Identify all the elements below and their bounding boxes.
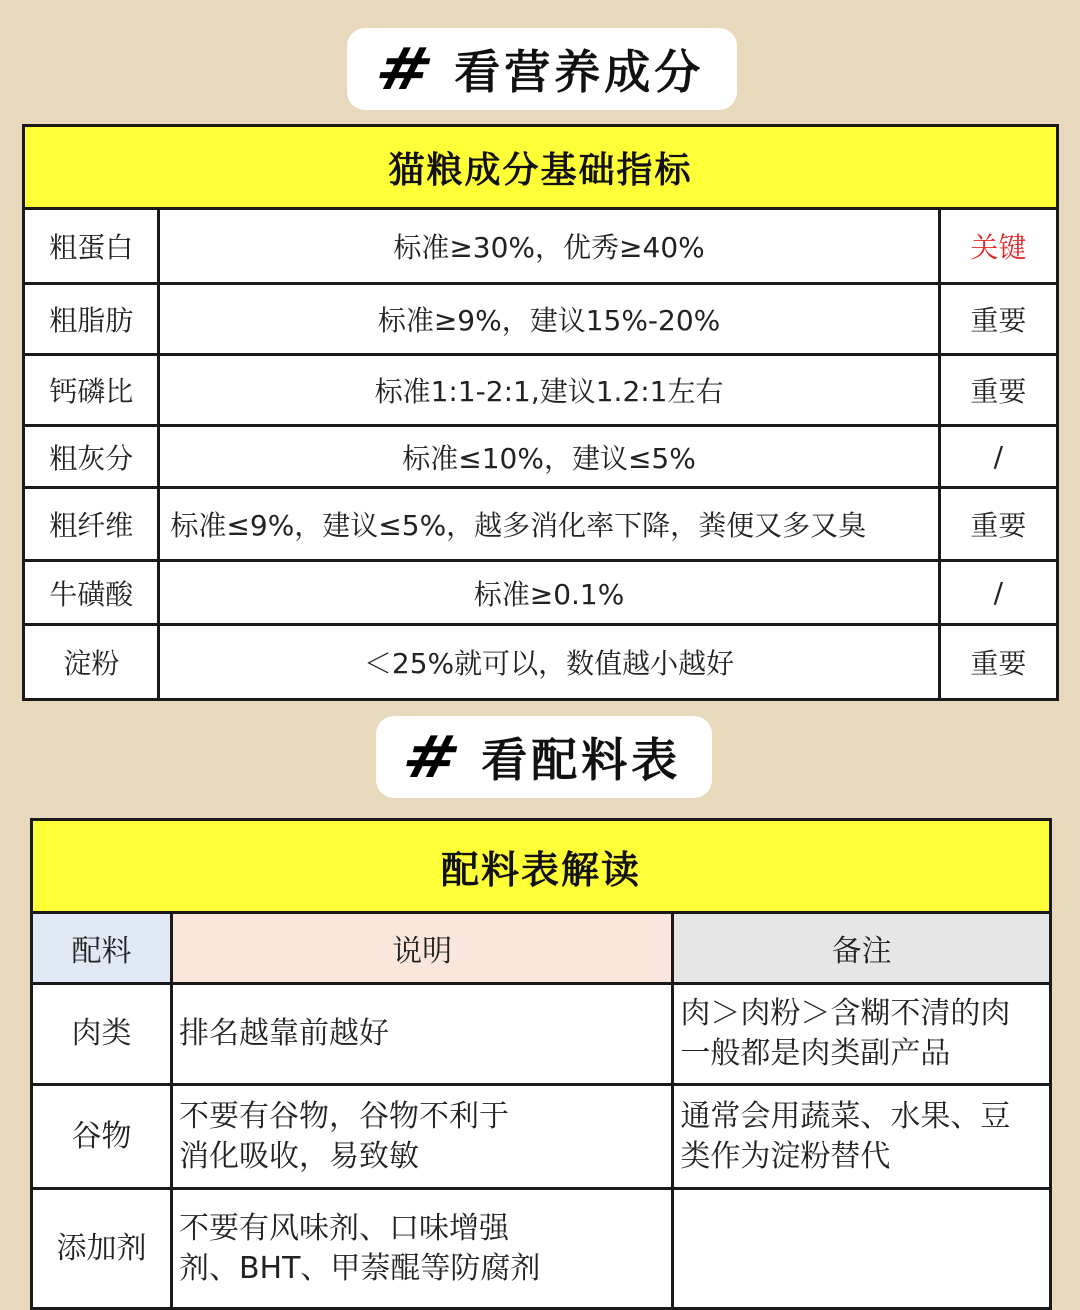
ingredient-description [171,1085,672,1189]
ingredient-standard: ＜25%就可以，数值越小越好 [159,625,939,700]
table-header-row [32,913,1051,984]
table-title: 猫粮成分基础指标 [24,126,1058,209]
description-line: 排名越靠前越好 [178,1016,389,1051]
ingredient-name: 钙磷比 [24,355,159,426]
table-row [24,488,1058,561]
ingredient-name: 牛磺酸 [24,561,159,625]
ingredient-standard: 标准≥9%，建议15%-20% [159,284,939,355]
ingredient-description [171,984,672,1085]
note-line: 通常会用蔬菜、水果、豆 [680,1098,1011,1134]
importance-tag: 重要 [939,488,1057,561]
table-row [24,284,1058,355]
note-line: 类作为淀粉替代 [680,1138,891,1174]
table-row [24,355,1058,426]
hashtag-icon: # [396,723,462,791]
ingredient-name: 添加剂 [32,1189,172,1309]
table-row [24,561,1058,625]
ingredient-list-table [30,818,1052,1310]
section-heading-ingredients [376,716,712,798]
nutrition-table [22,124,1059,701]
ingredient-name: 粗灰分 [24,426,159,488]
ingredient-note [673,1085,1051,1189]
description-line: 不要有风味剂、口味增强 [178,1210,509,1246]
importance-tag: 关键 [939,209,1057,284]
ingredient-description [171,1189,672,1309]
note-line: 一般都是肉类副产品 [680,1036,951,1071]
column-header-note: 备注 [673,913,1051,984]
section-heading-nutrition [347,28,737,110]
table-row [32,1189,1051,1309]
ingredient-note [673,1189,1051,1309]
table-row [24,426,1058,488]
ingredient-name: 谷物 [32,1085,172,1189]
ingredient-name: 粗纤维 [24,488,159,561]
importance-tag: 重要 [939,625,1057,700]
hashtag-icon: # [369,35,435,103]
table-title: 配料表解读 [32,820,1051,913]
description-line: 剂、BHT、甲萘醌等防腐剂 [178,1250,541,1286]
column-header-ingredient: 配料 [32,913,172,984]
ingredient-name: 淀粉 [24,625,159,700]
ingredient-standard: 标准≥0.1% [159,561,939,625]
ingredient-standard: 标准≤10%，建议≤5% [159,426,939,488]
section-heading-text: 看营养成分 [454,45,705,99]
description-line: 消化吸收，易致敏 [178,1138,419,1174]
ingredient-name: 肉类 [32,984,172,1085]
ingredient-standard: 标准1:1-2:1,建议1.2:1左右 [159,355,939,426]
importance-tag: / [939,426,1057,488]
description-line: 不要有谷物，谷物不利于 [178,1098,509,1134]
ingredient-name: 粗脂肪 [24,284,159,355]
column-header-description: 说明 [171,913,672,984]
section-heading-text: 看配料表 [481,733,682,787]
table-row [24,209,1058,284]
importance-tag: 重要 [939,284,1057,355]
table-row [24,625,1058,700]
ingredient-standard: 标准≤9%，建议≤5%，越多消化率下降，粪便又多又臭 [159,488,939,561]
table-title-row [32,820,1051,913]
table-title-row [24,126,1058,209]
importance-tag: / [939,561,1057,625]
ingredient-standard: 标准≥30%，优秀≥40% [159,209,939,284]
note-line: 肉＞肉粉＞含糊不清的肉 [680,996,1011,1031]
table-row [32,984,1051,1085]
table-row [32,1085,1051,1189]
ingredient-name: 粗蛋白 [24,209,159,284]
ingredient-note [673,984,1051,1085]
importance-tag: 重要 [939,355,1057,426]
